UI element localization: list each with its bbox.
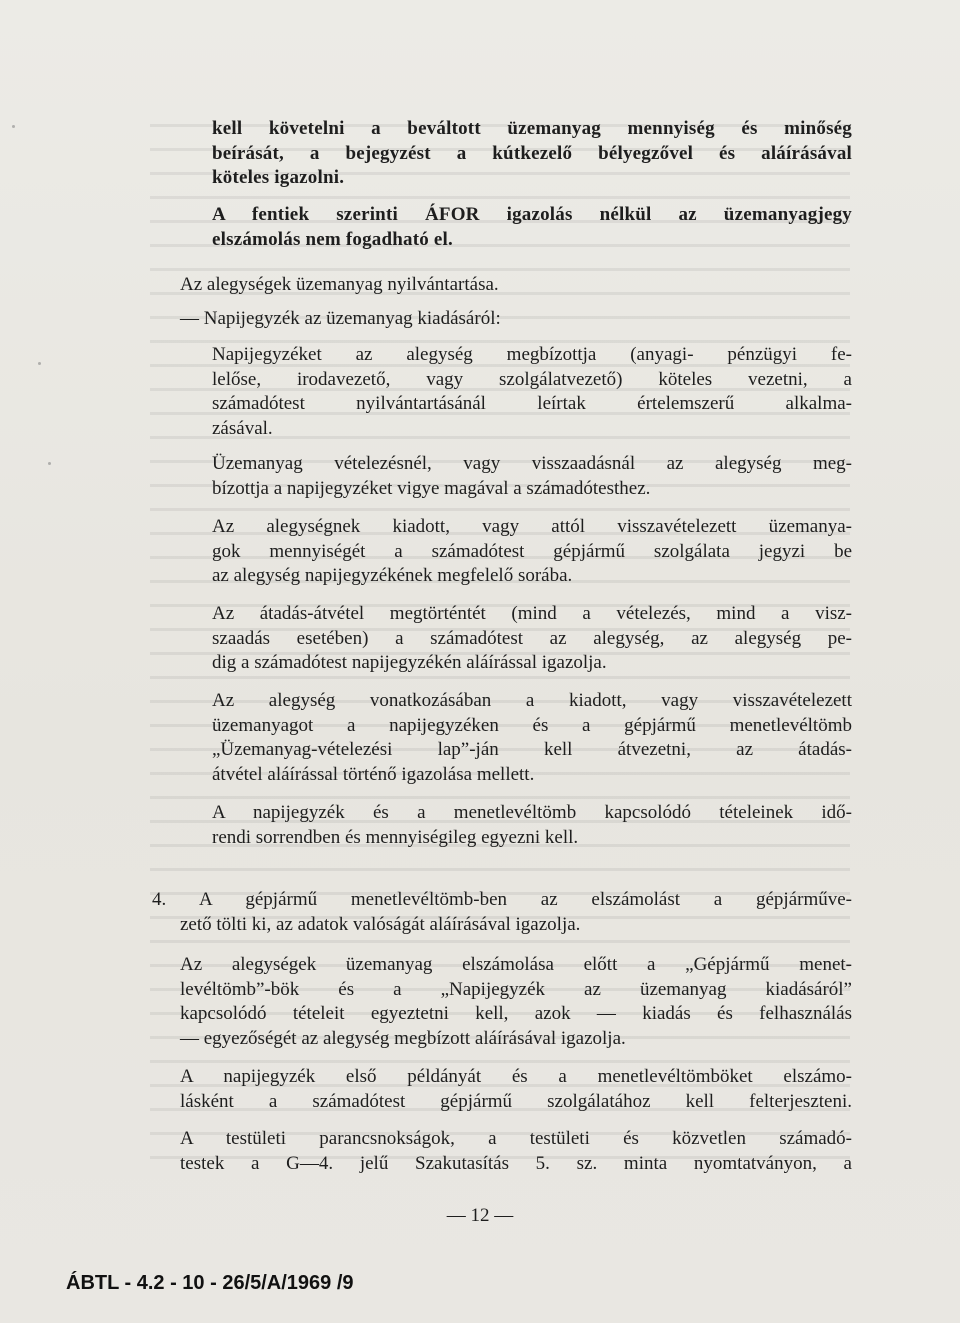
section-heading: Az alegységek üzemanyag nyilvántartása. bbox=[180, 274, 499, 295]
page-number: — 12 — bbox=[446, 1205, 514, 1226]
paragraph-kiadott: Az alegységnek kiadott, vagy attól visszavételezett üzemanya- gok mennyiségét a számadótest gépjármű szolgálata jegyzi be az alegység napijegyzékének megfelelő sorába. bbox=[212, 516, 852, 586]
binding-hole bbox=[12, 125, 15, 128]
paragraph-felterjesztes: A napijegyzék első példányát és a menetlevéltömböket elszámo- lásként a számadótest gépjármű szolgálatához kell felterjeszteni. bbox=[180, 1066, 852, 1112]
paragraph-elszamolas: Az alegységek üzemanyag elszámolása előtt a „Gépjármű menet- levéltömb”-bök és a „Napijegyzék az üzemanyag kiadásáról” kapcsolódó tételeit egyeztetni kell, azok — kiadás és felhasználás — egyezőségét az alegység megbízott aláírásával igazolja. bbox=[180, 954, 852, 1049]
paragraph-testuleti: A testületi parancsnokságok, a testületi és közvetlen számadó- testek a G—4. jelű Szakutasítás 5. sz. minta nyomtatványon, a bbox=[180, 1128, 852, 1174]
paragraph-vonatkozas: Az alegység vonatkozásában a kiadott, vagy visszavételezett üzemanyagot a napijegyzéken és a gépjármű menetlevéltömb „Üzemanyag-vételezési lap”-ján kell átvezetni, az átadás- átvétel aláírással történő igazolása mellett. bbox=[212, 690, 852, 785]
paragraph-napijegyzek: Napijegyzéket az alegység megbízottja (anyagi- pénzügyi fe- lelőse, irodavezető, vagy szolgálatvezető) köteles vezetni, a számadótest nyilvántartásánál leírtak értelemszerű alkalma- zásával. bbox=[212, 344, 852, 439]
paragraph-atadas: Az átadás-átvétel megtörténtét (mind a vételezés, mind a visz- szaadás esetében) a számadótest az alegység, az alegység pe- dig a számadótest napijegyzékén aláírással igazolja. bbox=[212, 603, 852, 673]
archive-reference: ÁBTL - 4.2 - 10 - 26/5/A/1969 /9 bbox=[66, 1272, 354, 1294]
paragraph-intro: kell követelni a beváltott üzemanyag mennyiség és minőség beírását, a bejegyzést a kútkezelő bélyegzővel és aláírásával köteles igazolni. bbox=[212, 118, 852, 188]
paragraph-afor: A fentiek szerinti ÁFOR igazolás nélkül az üzemanyagjegy elszámolás nem fogadható el. bbox=[212, 204, 852, 250]
paragraph-item-4: 4. A gépjármű menetlevéltömb-ben az elszámolást a gépjárműve- zető tölti ki, az adatok valóságát aláírásával igazolja. bbox=[152, 889, 852, 935]
subsection-heading: — Napijegyzék az üzemanyag kiadásáról: bbox=[180, 308, 501, 329]
paragraph-egyezes: A napijegyzék és a menetlevéltömb kapcsolódó tételeinek idő- rendi sorrendben és mennyiségileg egyezni kell. bbox=[212, 802, 852, 848]
paragraph-vetelezes: Üzemanyag vételezésnél, vagy visszaadásnál az alegység meg- bízottja a napijegyzéket vigye magával a számadótesthez. bbox=[212, 453, 852, 499]
binding-hole bbox=[38, 362, 41, 365]
binding-hole bbox=[48, 462, 51, 465]
